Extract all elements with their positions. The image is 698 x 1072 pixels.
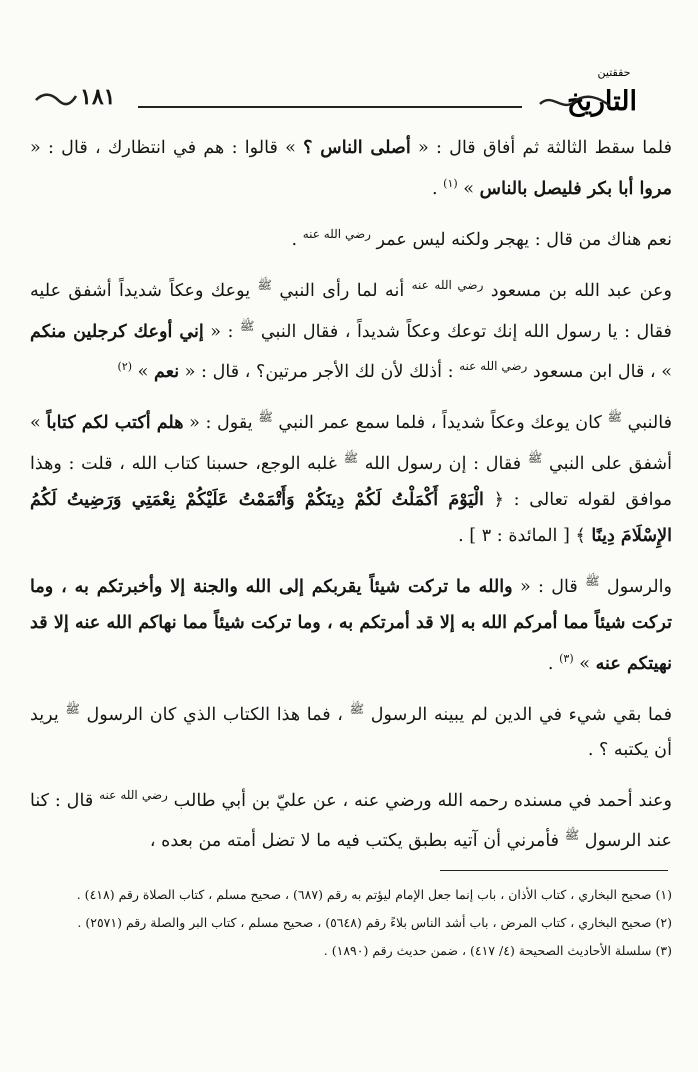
text: نعم هناك من قال : يهجر ولكنه ليس عمر (370, 229, 672, 250)
book-title-logo (530, 62, 662, 120)
text: يريد أن يكتبه ؟ . (30, 704, 672, 760)
honorific: ﷺ (585, 574, 600, 589)
text: » (457, 178, 480, 199)
text: قال : « (512, 576, 586, 597)
main-text (30, 130, 672, 869)
honorific: ﷺ (349, 701, 365, 716)
text: » ، قال ابن مسعود (527, 362, 672, 383)
honorific: رضي الله عنه (99, 787, 168, 802)
footnote-ref[interactable]: (١) (443, 177, 458, 190)
paragraph-7 (30, 778, 672, 860)
text: أنه لما رأى النبي (271, 280, 412, 301)
text: يقول : « (183, 413, 259, 434)
text: وعند أحمد في مسنده رحمه الله ورضي عنه ، عن عليّ بن أبي طالب (167, 790, 672, 811)
honorific: ﷺ (343, 451, 359, 466)
text: وعن عبد الله بن مسعود (483, 280, 672, 301)
text: . (291, 229, 303, 250)
footnote-2: (٢) صحيح البخاري ، كتاب المرض ، باب أشد الناس بلاءً رقم (٥٦٤٨) ، صحيح مسلم ، كتاب البر والصلة رقم (٢٥٧١) . (77, 915, 672, 930)
header-tilde-icon (34, 86, 78, 110)
honorific: ﷺ (239, 318, 255, 333)
text: ﴾ [ المائدة : ٣ ] . (458, 526, 592, 547)
text: فلما سقط الثالثة ثم أفاق قال : « (410, 138, 672, 158)
honorific: رضي الله عنه (411, 277, 484, 292)
text: : « (203, 321, 240, 342)
hadith-quote: هلم أكتب لكم كتاباً (46, 412, 184, 434)
text: فأمرني أن آتيه بطبق يكتب فيه ما لا تضل أمته من بعده ، (149, 831, 565, 852)
paragraph-6 (30, 692, 672, 768)
footnote-1: (١) صحيح البخاري ، كتاب الأذان ، باب إنما جعل الإمام ليؤتم به رقم (٦٨٧) ، صحيح مسلم ، كتاب الصلاة رقم (٤١٨) . (76, 887, 672, 902)
footnote-ref[interactable]: (٣) (559, 651, 574, 665)
text: والرسول (599, 576, 672, 597)
text: يوعك وعكاً شديداً أشفق عليه فقال : يا رسول الله إنك توعك وعكاً شديداً ، فقال النبي (30, 280, 672, 342)
text: فقال : إن رسول الله (358, 454, 528, 475)
text: غلبه الوجع، حسبنا كتاب الله ، قلت : وهذا موافق لقوله تعالى : ﴿ (30, 454, 672, 511)
honorific: رضي الله عنه (302, 226, 371, 241)
text: » (132, 362, 154, 383)
hadith-quote: نعم (154, 361, 180, 383)
honorific: ﷺ (564, 828, 580, 843)
paragraph-3 (30, 268, 672, 391)
text: ، فما هذا الكتاب الذي كان الرسول (79, 704, 350, 725)
text: قال : كنا عند الرسول (30, 790, 672, 852)
logo-main-text: التاريخ (566, 86, 638, 117)
text: : أذلك لأن لك الأجر مرتين؟ ، قال : « (179, 362, 460, 383)
text: » قالوا : هم في انتظارك ، قال : « (30, 138, 304, 158)
honorific: ﷺ (65, 701, 80, 716)
logo-small-text: حققتين (597, 66, 631, 79)
footnote-rule (440, 870, 668, 871)
page-number: ١٨١ (80, 84, 116, 110)
text: » أشفق على النبي (30, 413, 672, 475)
honorific: ﷺ (258, 410, 273, 425)
paragraph-5 (30, 564, 672, 682)
honorific: ﷺ (257, 277, 272, 292)
header-rule (138, 106, 522, 108)
text: كان يوعك وعكاً شديداً ، فلما سمع عمر النبي (272, 413, 608, 434)
hadith-quote: والله ما تركت شيئاً يقربكم إلى الله والجنة إلا وأخبرتكم به ، وما تركت شيئاً مما أمركم الله به إلا قد أمرتكم به ، وما تركت شيئاً مما نهاكم الله عنه إلا قد نهيتكم عنه (30, 575, 672, 674)
hadith-quote: أصلى الناس ؟ (303, 137, 411, 158)
hadith-quote: إني أوعك كرجلين منكم (30, 320, 204, 342)
text: فما بقي شيء في الدين لم يبينه الرسول (364, 704, 672, 725)
text: » (573, 653, 596, 674)
text: . (431, 178, 444, 199)
paragraph-1 (30, 130, 672, 207)
footnote-3: (٣) سلسلة الأحاديث الصحيحة (٤/ ٤١٧) ، ضمن حديث رقم (١٨٩٠) . (323, 943, 672, 958)
footnotes (30, 884, 672, 968)
page-header (30, 60, 670, 120)
footnote-ref[interactable]: (٢) (117, 360, 133, 374)
honorific: رضي الله عنه (459, 359, 528, 374)
paragraph-4 (30, 400, 672, 554)
text: فالنبي (622, 413, 673, 434)
hadith-quote: مروا أبا بكر فليصل بالناس (479, 177, 672, 199)
honorific: ﷺ (607, 410, 622, 425)
quran-verse: الْيَوْمَ أَكْمَلْتُ لَكُمْ دِينَكُمْ وَأَتْمَمْتُ عَلَيْكُمْ نِعْمَتِي وَرَضِيتُ لَكُمُ الإِسْلَامَ دِينًا (30, 489, 672, 547)
honorific: ﷺ (527, 451, 543, 466)
text: . (547, 653, 560, 674)
paragraph-2 (30, 217, 672, 258)
